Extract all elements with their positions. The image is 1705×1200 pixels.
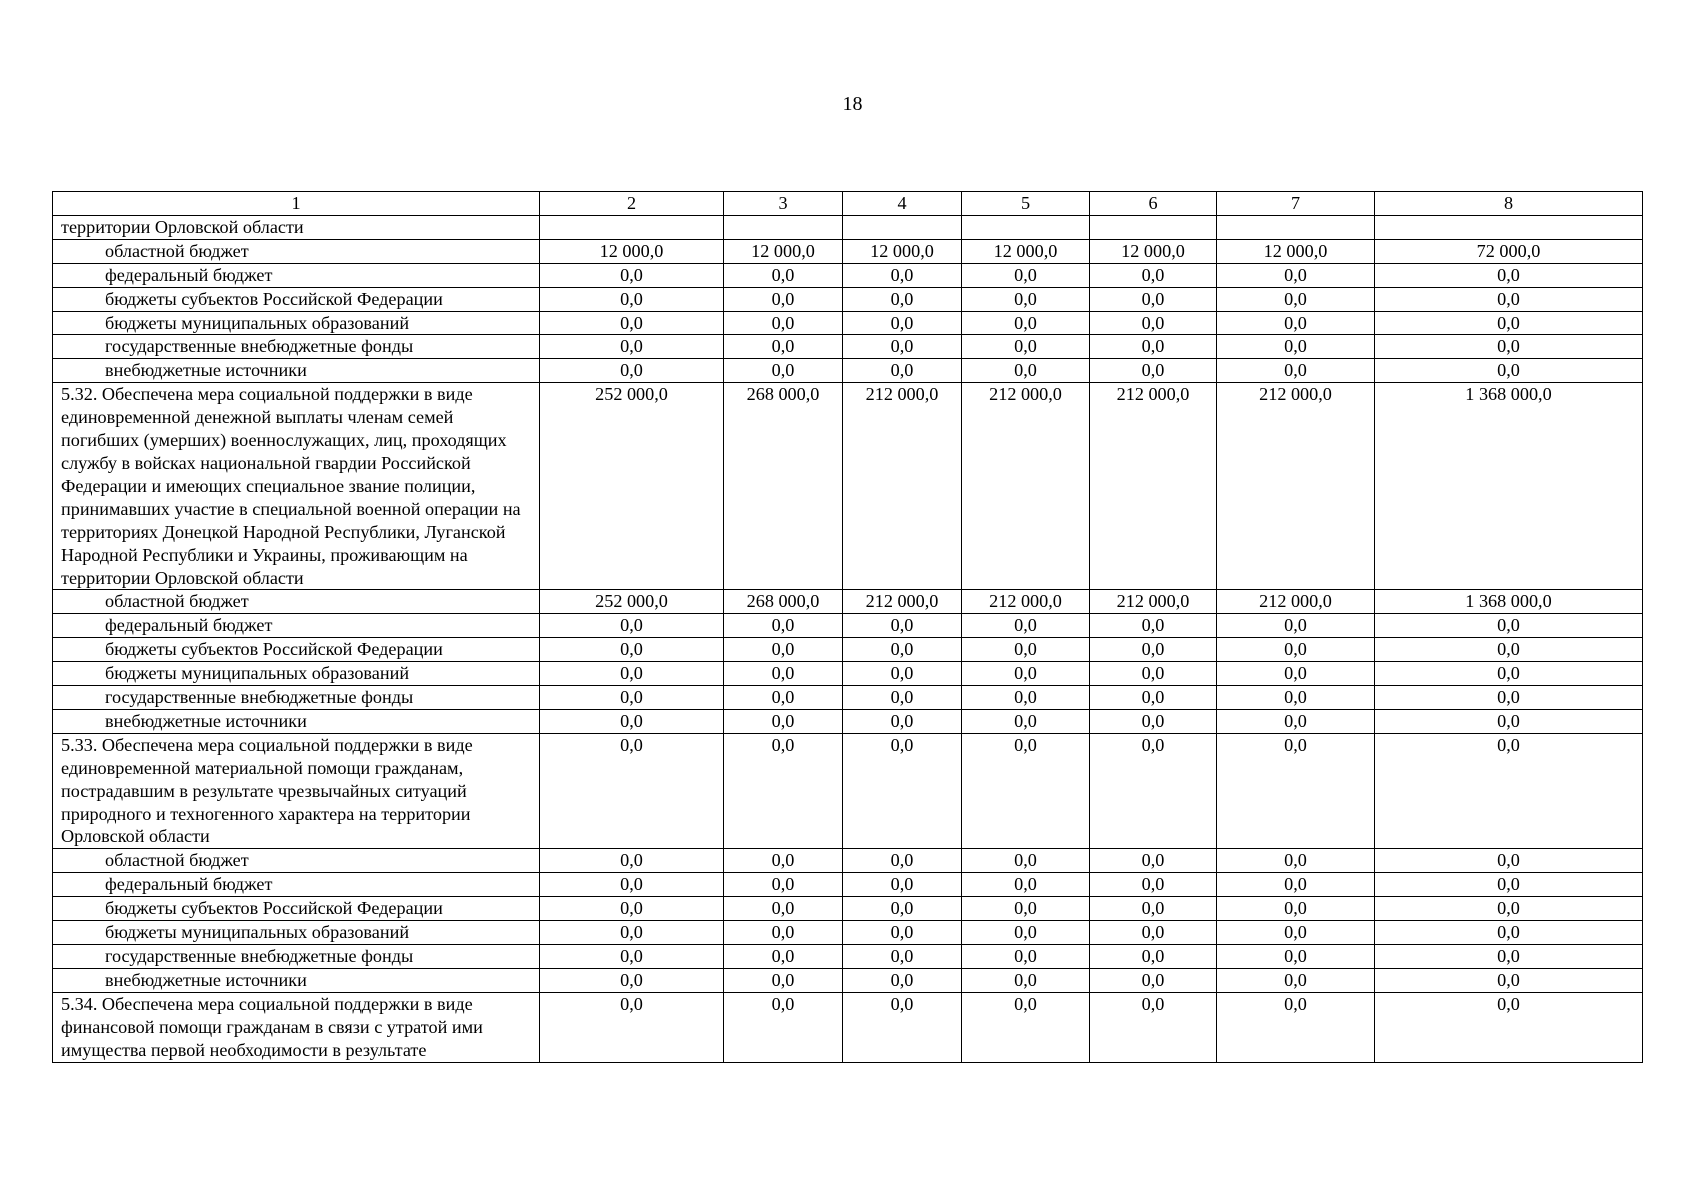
value-cell: 12 000,0: [724, 239, 843, 263]
column-header: 3: [724, 192, 843, 216]
funding-source-label: государственные внебюджетные фонды: [53, 945, 540, 969]
funding-source-row: [53, 614, 1643, 638]
funding-source-label: федеральный бюджет: [53, 873, 540, 897]
column-header: 5: [962, 192, 1090, 216]
funding-source-label: федеральный бюджет: [53, 614, 540, 638]
value-cell: 0,0: [1090, 921, 1217, 945]
value-cell: [724, 215, 843, 239]
continuation-row: [53, 215, 1643, 239]
funding-source-row: [53, 897, 1643, 921]
value-cell: 268 000,0: [724, 590, 843, 614]
value-cell: 0,0: [724, 992, 843, 1062]
value-cell: 0,0: [1375, 849, 1643, 873]
value-cell: 0,0: [1217, 638, 1375, 662]
column-header: 7: [1217, 192, 1375, 216]
value-cell: 0,0: [1217, 662, 1375, 686]
value-cell: 212 000,0: [843, 590, 962, 614]
value-cell: 0,0: [843, 945, 962, 969]
value-cell: 0,0: [724, 709, 843, 733]
funding-source-row: [53, 945, 1643, 969]
value-cell: 0,0: [1375, 359, 1643, 383]
value-cell: 0,0: [1217, 311, 1375, 335]
value-cell: 0,0: [1090, 733, 1217, 849]
funding-source-row: [53, 311, 1643, 335]
value-cell: 0,0: [1217, 287, 1375, 311]
value-cell: 0,0: [843, 873, 962, 897]
funding-source-row: [53, 638, 1643, 662]
column-header: 4: [843, 192, 962, 216]
value-cell: 212 000,0: [843, 383, 962, 590]
funding-source-row: [53, 849, 1643, 873]
value-cell: 12 000,0: [1217, 239, 1375, 263]
funding-source-label: бюджеты муниципальных образований: [53, 662, 540, 686]
value-cell: 0,0: [962, 849, 1090, 873]
value-cell: 0,0: [1375, 311, 1643, 335]
funding-source-label: федеральный бюджет: [53, 263, 540, 287]
funding-source-label: бюджеты субъектов Российской Федерации: [53, 287, 540, 311]
funding-source-row: [53, 263, 1643, 287]
value-cell: 0,0: [843, 968, 962, 992]
value-cell: 0,0: [1090, 897, 1217, 921]
value-cell: 0,0: [962, 662, 1090, 686]
value-cell: 0,0: [962, 614, 1090, 638]
value-cell: 1 368 000,0: [1375, 590, 1643, 614]
value-cell: 0,0: [1217, 968, 1375, 992]
measure-row: [53, 383, 1643, 590]
value-cell: [1090, 215, 1217, 239]
value-cell: 0,0: [724, 335, 843, 359]
value-cell: 0,0: [540, 686, 724, 710]
value-cell: 252 000,0: [540, 590, 724, 614]
value-cell: 0,0: [843, 614, 962, 638]
value-cell: 212 000,0: [1217, 590, 1375, 614]
value-cell: 0,0: [843, 311, 962, 335]
value-cell: 0,0: [1375, 897, 1643, 921]
value-cell: 0,0: [962, 992, 1090, 1062]
value-cell: 0,0: [1090, 945, 1217, 969]
funding-source-label: областной бюджет: [53, 849, 540, 873]
value-cell: 0,0: [540, 968, 724, 992]
value-cell: 0,0: [724, 897, 843, 921]
value-cell: 0,0: [1217, 359, 1375, 383]
value-cell: 0,0: [1090, 709, 1217, 733]
value-cell: 0,0: [724, 968, 843, 992]
measure-row: [53, 992, 1643, 1062]
value-cell: 0,0: [1090, 662, 1217, 686]
value-cell: 212 000,0: [1217, 383, 1375, 590]
funding-source-row: [53, 921, 1643, 945]
funding-source-label: бюджеты субъектов Российской Федерации: [53, 638, 540, 662]
value-cell: 0,0: [724, 873, 843, 897]
value-cell: 0,0: [843, 897, 962, 921]
value-cell: 0,0: [843, 849, 962, 873]
value-cell: 0,0: [843, 992, 962, 1062]
value-cell: 0,0: [540, 662, 724, 686]
funding-source-label: областной бюджет: [53, 590, 540, 614]
funding-source-label: бюджеты субъектов Российской Федерации: [53, 897, 540, 921]
value-cell: 0,0: [843, 638, 962, 662]
funding-source-label: внебюджетные источники: [53, 359, 540, 383]
value-cell: 0,0: [1217, 335, 1375, 359]
value-cell: 12 000,0: [540, 239, 724, 263]
value-cell: 0,0: [1375, 335, 1643, 359]
column-header: 2: [540, 192, 724, 216]
value-cell: [1217, 215, 1375, 239]
funding-source-row: [53, 968, 1643, 992]
value-cell: 0,0: [1090, 359, 1217, 383]
value-cell: 0,0: [1090, 873, 1217, 897]
funding-source-row: [53, 662, 1643, 686]
budget-table: [52, 191, 1643, 1063]
column-header-row: [53, 192, 1643, 216]
value-cell: 0,0: [1375, 709, 1643, 733]
value-cell: 0,0: [1217, 709, 1375, 733]
value-cell: 0,0: [962, 968, 1090, 992]
value-cell: 0,0: [724, 662, 843, 686]
value-cell: 0,0: [843, 287, 962, 311]
value-cell: 0,0: [1375, 686, 1643, 710]
value-cell: 0,0: [1375, 921, 1643, 945]
value-cell: 0,0: [724, 733, 843, 849]
value-cell: 0,0: [1090, 992, 1217, 1062]
value-cell: 212 000,0: [962, 590, 1090, 614]
value-cell: 0,0: [1090, 968, 1217, 992]
value-cell: 0,0: [724, 359, 843, 383]
value-cell: 0,0: [843, 733, 962, 849]
funding-source-label: внебюджетные источники: [53, 709, 540, 733]
value-cell: 0,0: [1217, 263, 1375, 287]
value-cell: 0,0: [540, 263, 724, 287]
value-cell: 0,0: [1217, 897, 1375, 921]
value-cell: 0,0: [1090, 638, 1217, 662]
value-cell: 0,0: [962, 733, 1090, 849]
value-cell: 0,0: [540, 359, 724, 383]
column-header: 1: [53, 192, 540, 216]
value-cell: 0,0: [843, 709, 962, 733]
value-cell: 0,0: [962, 897, 1090, 921]
value-cell: 0,0: [724, 849, 843, 873]
value-cell: 0,0: [1375, 873, 1643, 897]
value-cell: 0,0: [962, 945, 1090, 969]
value-cell: 0,0: [1375, 638, 1643, 662]
value-cell: 12 000,0: [843, 239, 962, 263]
funding-source-row: [53, 873, 1643, 897]
value-cell: 0,0: [540, 709, 724, 733]
funding-source-label: областной бюджет: [53, 239, 540, 263]
measure-description: 5.34. Обеспечена мера социальной поддержки в виде финансовой помощи гражданам в связи с утратой ими имущества первой необходимости в результате: [53, 992, 540, 1062]
value-cell: 0,0: [962, 335, 1090, 359]
value-cell: 0,0: [1217, 921, 1375, 945]
value-cell: [540, 215, 724, 239]
value-cell: 0,0: [1090, 335, 1217, 359]
column-header: 8: [1375, 192, 1643, 216]
value-cell: 0,0: [724, 638, 843, 662]
value-cell: 0,0: [1217, 686, 1375, 710]
value-cell: 0,0: [540, 897, 724, 921]
funding-source-row: [53, 359, 1643, 383]
funding-source-row: [53, 287, 1643, 311]
value-cell: 0,0: [962, 311, 1090, 335]
value-cell: 0,0: [1090, 311, 1217, 335]
measure-row: [53, 733, 1643, 849]
value-cell: 0,0: [724, 686, 843, 710]
value-cell: 0,0: [540, 335, 724, 359]
value-cell: 0,0: [843, 686, 962, 710]
value-cell: 0,0: [1217, 873, 1375, 897]
value-cell: 12 000,0: [962, 239, 1090, 263]
value-cell: 0,0: [962, 873, 1090, 897]
value-cell: 0,0: [1217, 614, 1375, 638]
value-cell: 0,0: [1090, 263, 1217, 287]
value-cell: 0,0: [1375, 263, 1643, 287]
value-cell: 0,0: [1375, 945, 1643, 969]
value-cell: 0,0: [540, 287, 724, 311]
value-cell: 0,0: [1090, 849, 1217, 873]
value-cell: 0,0: [1375, 614, 1643, 638]
page-number: 18: [842, 93, 863, 115]
value-cell: 0,0: [724, 921, 843, 945]
value-cell: 0,0: [1375, 968, 1643, 992]
value-cell: 0,0: [843, 662, 962, 686]
value-cell: 0,0: [843, 359, 962, 383]
funding-source-row: [53, 686, 1643, 710]
funding-source-label: внебюджетные источники: [53, 968, 540, 992]
value-cell: 0,0: [1090, 686, 1217, 710]
value-cell: [962, 215, 1090, 239]
value-cell: 0,0: [724, 263, 843, 287]
value-cell: [1375, 215, 1643, 239]
value-cell: 0,0: [962, 359, 1090, 383]
funding-source-label: бюджеты муниципальных образований: [53, 921, 540, 945]
value-cell: 0,0: [1375, 287, 1643, 311]
value-cell: 0,0: [962, 287, 1090, 311]
funding-source-row: [53, 709, 1643, 733]
value-cell: 0,0: [962, 638, 1090, 662]
funding-source-label: бюджеты муниципальных образований: [53, 311, 540, 335]
value-cell: 0,0: [724, 945, 843, 969]
value-cell: 0,0: [962, 686, 1090, 710]
column-header: 6: [1090, 192, 1217, 216]
value-cell: 0,0: [843, 921, 962, 945]
value-cell: 0,0: [724, 287, 843, 311]
funding-source-row: [53, 335, 1643, 359]
value-cell: 0,0: [540, 614, 724, 638]
funding-source-row: [53, 590, 1643, 614]
value-cell: 1 368 000,0: [1375, 383, 1643, 590]
value-cell: 12 000,0: [1090, 239, 1217, 263]
value-cell: 0,0: [540, 921, 724, 945]
value-cell: 0,0: [1375, 662, 1643, 686]
value-cell: [843, 215, 962, 239]
value-cell: 0,0: [1217, 733, 1375, 849]
value-cell: 0,0: [1217, 849, 1375, 873]
value-cell: 0,0: [1375, 992, 1643, 1062]
value-cell: 0,0: [540, 638, 724, 662]
value-cell: 0,0: [1217, 992, 1375, 1062]
value-cell: 0,0: [1375, 733, 1643, 849]
value-cell: 268 000,0: [724, 383, 843, 590]
measure-description: 5.32. Обеспечена мера социальной поддержки в виде единовременной денежной выплаты членам семей погибших (умерших) военнослужащих, лиц, проходящих службу в войсках национальной гвардии Российской Федерации и имеющих специальное звание полиции, принимавших участие в специальной военной операции на территориях Донецкой Народной Республики, Луганской Народной Республики и Украины, проживающим на территории Орловской области: [53, 383, 540, 590]
value-cell: 212 000,0: [962, 383, 1090, 590]
value-cell: 0,0: [540, 992, 724, 1062]
value-cell: 0,0: [962, 263, 1090, 287]
value-cell: 212 000,0: [1090, 590, 1217, 614]
value-cell: 0,0: [540, 873, 724, 897]
value-cell: 0,0: [540, 733, 724, 849]
value-cell: 0,0: [843, 263, 962, 287]
value-cell: 0,0: [724, 311, 843, 335]
value-cell: 0,0: [1090, 287, 1217, 311]
value-cell: 0,0: [540, 311, 724, 335]
value-cell: 0,0: [843, 335, 962, 359]
measure-description: 5.33. Обеспечена мера социальной поддержки в виде единовременной материальной помощи гражданам, пострадавшим в результате чрезвычайных ситуаций природного и техногенного характера на территории Орловской области: [53, 733, 540, 849]
funding-source-row: [53, 239, 1643, 263]
value-cell: 0,0: [724, 614, 843, 638]
value-cell: 252 000,0: [540, 383, 724, 590]
funding-source-label: государственные внебюджетные фонды: [53, 686, 540, 710]
value-cell: 0,0: [1090, 614, 1217, 638]
description-continuation: территории Орловской области: [53, 215, 540, 239]
value-cell: 72 000,0: [1375, 239, 1643, 263]
value-cell: 212 000,0: [1090, 383, 1217, 590]
value-cell: 0,0: [540, 849, 724, 873]
funding-source-label: государственные внебюджетные фонды: [53, 335, 540, 359]
value-cell: 0,0: [962, 921, 1090, 945]
value-cell: 0,0: [962, 709, 1090, 733]
value-cell: 0,0: [1217, 945, 1375, 969]
value-cell: 0,0: [540, 945, 724, 969]
